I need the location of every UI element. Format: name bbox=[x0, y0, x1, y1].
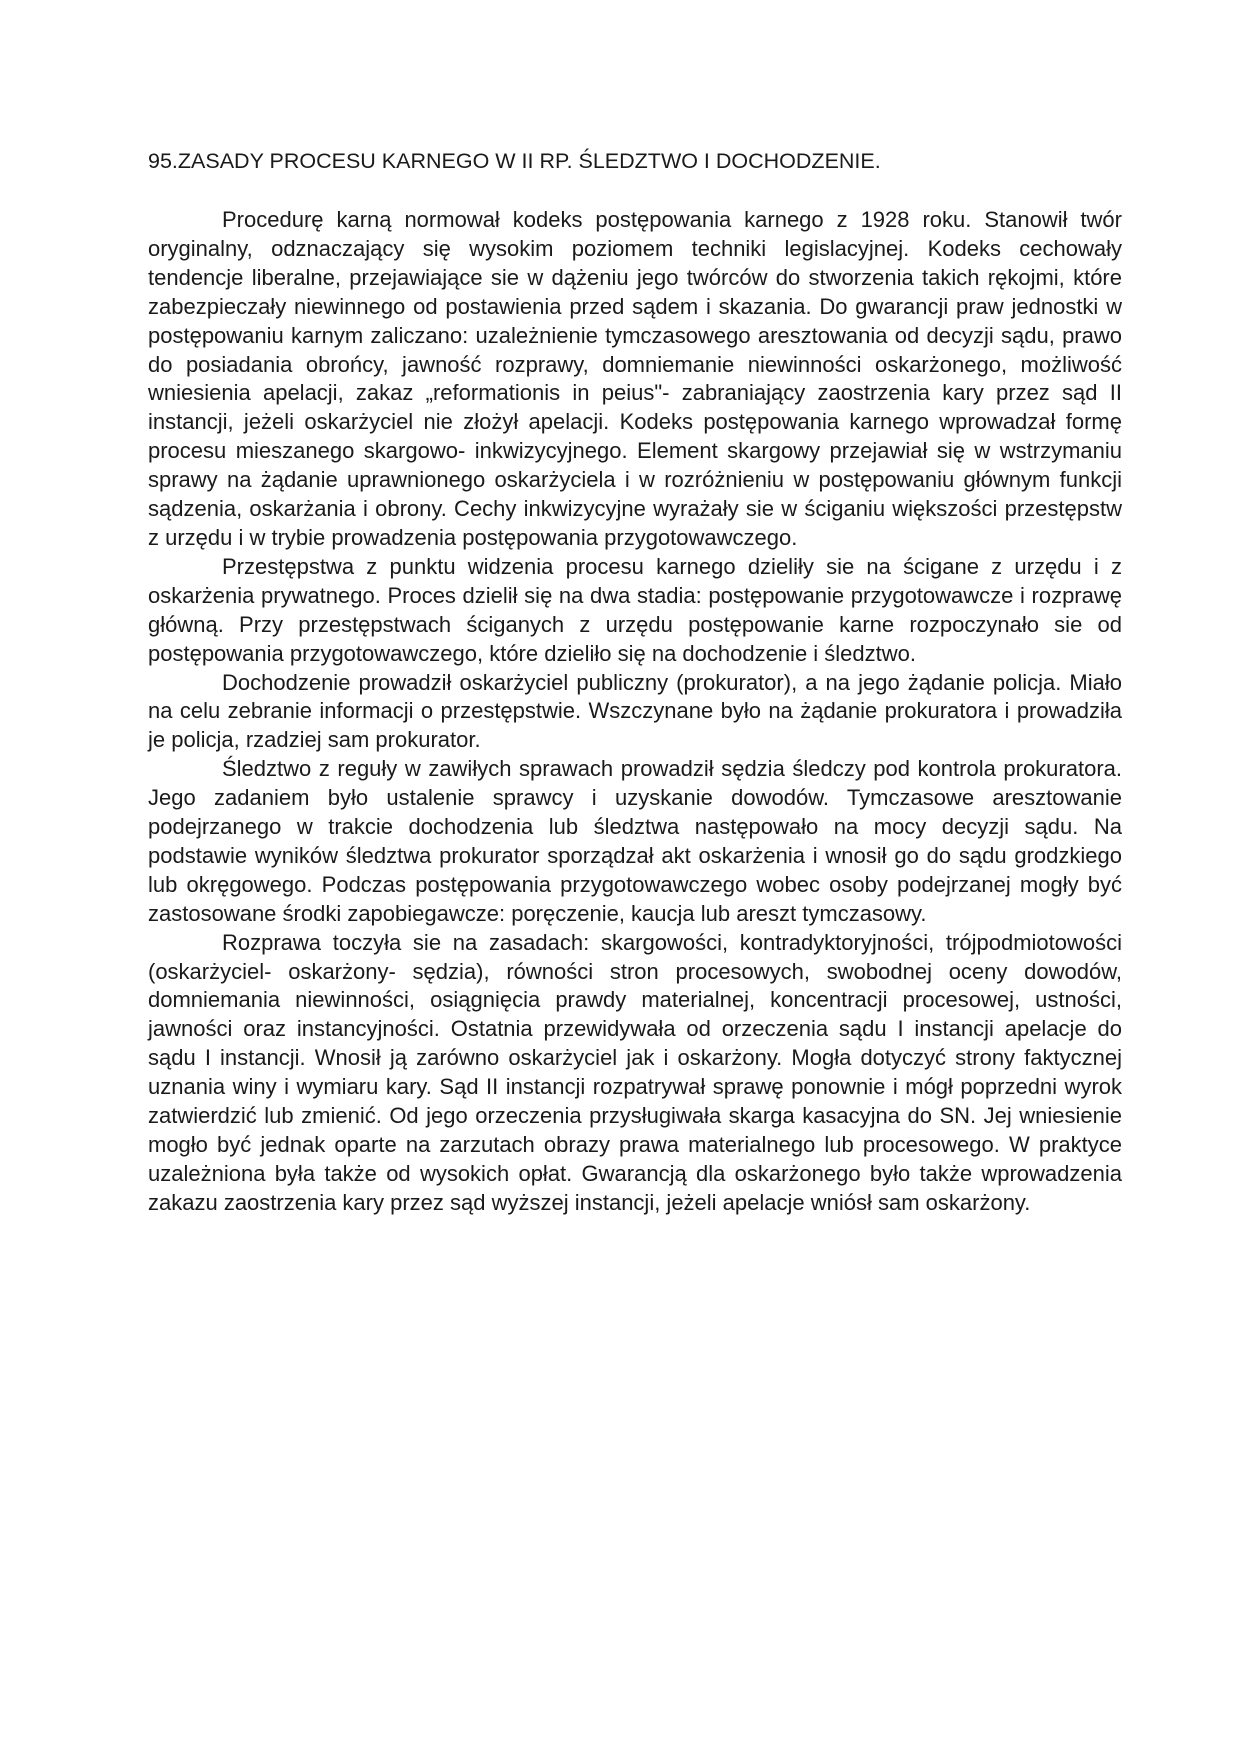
document-title: 95.ZASADY PROCESU KARNEGO W II RP. ŚLEDZTWO I DOCHODZENIE. bbox=[148, 149, 881, 173]
paragraph-offence-types: Przestępstwa z punktu widzenia procesu karnego dzieliły sie na ścigane z urzędu i z oskarżenia prywatnego. Proces dzielił się na dwa stadia: postępowanie przygotowawcze i rozprawę główną. Przy przestępstwach ściganych z urzędu postępowanie karne rozpoczynało sie od postępowania przygotowawczego, które dzieliło się na dochodzenie i śledztwo. bbox=[148, 553, 1122, 666]
paragraph-sledztwo: Śledztwo z reguły w zawiłych sprawach prowadził sędzia śledczy pod kontrola prokuratora. Jego zadaniem było ustalenie sprawcy i uzyskanie dowodów. Tymczasowe aresztowanie podejrzanego w trakcie dochodzenia lub śledztwa następowało na mocy decyzji sądu. Na podstawie wyników śledztwa prokurator sporządzał akt oskarżenia i wnosił go do sądu grodzkiego lub okręgowego. Podczas postępowania przygotowawczego wobec osoby podejrzanej mogły być zastosowane środki zapobiegawcze: poręczenie, kaucja lub areszt tymczasowy. bbox=[148, 756, 1122, 926]
document-body bbox=[148, 146, 1122, 1218]
paragraph-rozprawa: Rozprawa toczyła sie na zasadach: skargowości, kontradyktoryjności, trójpodmiotowości (oskarżyciel- oskarżony- sędzia), równości stron procesowych, swobodnej oceny dowodów, domniemania niewinności, osiągnięcia prawdy materialnej, koncentracji procesowej, ustności, jawności oraz instancyjności. Ostatnia przewidywała od orzeczenia sądu I instancji apelacje do sądu I instancji. Wnosił ją zarówno oskarżyciel jak i oskarżony. Mogła dotyczyć strony faktycznej uznania winy i wymiaru kary. Sąd II instancji rozpatrywał sprawę ponownie i mógł poprzedni wyrok zatwierdzić lub zmienić. Od jego orzeczenia przysługiwała skarga kasacyjna do SN. Jej wniesienie mogło być jednak oparte na zarzutach obrazy prawa materialnego lub procesowego. W praktyce uzależniona była także od wysokich opłat. Gwarancją dla oskarżonego było także wprowadzenia zakazu zaostrzenia kary przez sąd wyższej instancji, jeżeli apelacje wniósł sam oskarżony. bbox=[148, 929, 1122, 1215]
paragraph-dochodzenie: Dochodzenie prowadził oskarżyciel publiczny (prokurator), a na jego żądanie policja. Miało na celu zebranie informacji o przestępstwie. Wszczynane było na żądanie prokuratora i prowadziła je policja, rzadziej sam prokurator. bbox=[148, 669, 1122, 753]
paragraph-criminal-procedure-code: Procedurę karną normował kodeks postępowania karnego z 1928 roku. Stanowił twór oryginalny, odznaczający się wysokim poziomem techniki legislacyjnej. Kodeks cechowały tendencje liberalne, przejawiające sie w dążeniu jego twórców do stworzenia takich rękojmi, które zabezpieczały niewinnego od postawienia przed sądem i skazania. Do gwarancji praw jednostki w postępowaniu karnym zaliczano: uzależnienie tymczasowego aresztowania od decyzji sądu, prawo do posiadania obrońcy, jawność rozprawy, domniemanie niewinności oskarżonego, możliwość wniesienia apelacji, zakaz „reformationis in peius"- zabraniający zaostrzenia kary przez sąd II instancji, jeżeli oskarżyciel nie złożył apelacji. Kodeks postępowania karnego wprowadzał formę procesu mieszanego skargowo- inkwizycyjnego. Element skargowy przejawiał się w wstrzymaniu sprawy na żądanie uprawnionego oskarżyciela i w rozróżnieniu w postępowaniu głównym funkcji sądzenia, oskarżania i obrony. Cechy inkwizycyjne wyrażały sie w ściganiu większości przestępstw z urzędu i w trybie prowadzenia postępowania przygotowawczego. bbox=[148, 207, 1122, 550]
